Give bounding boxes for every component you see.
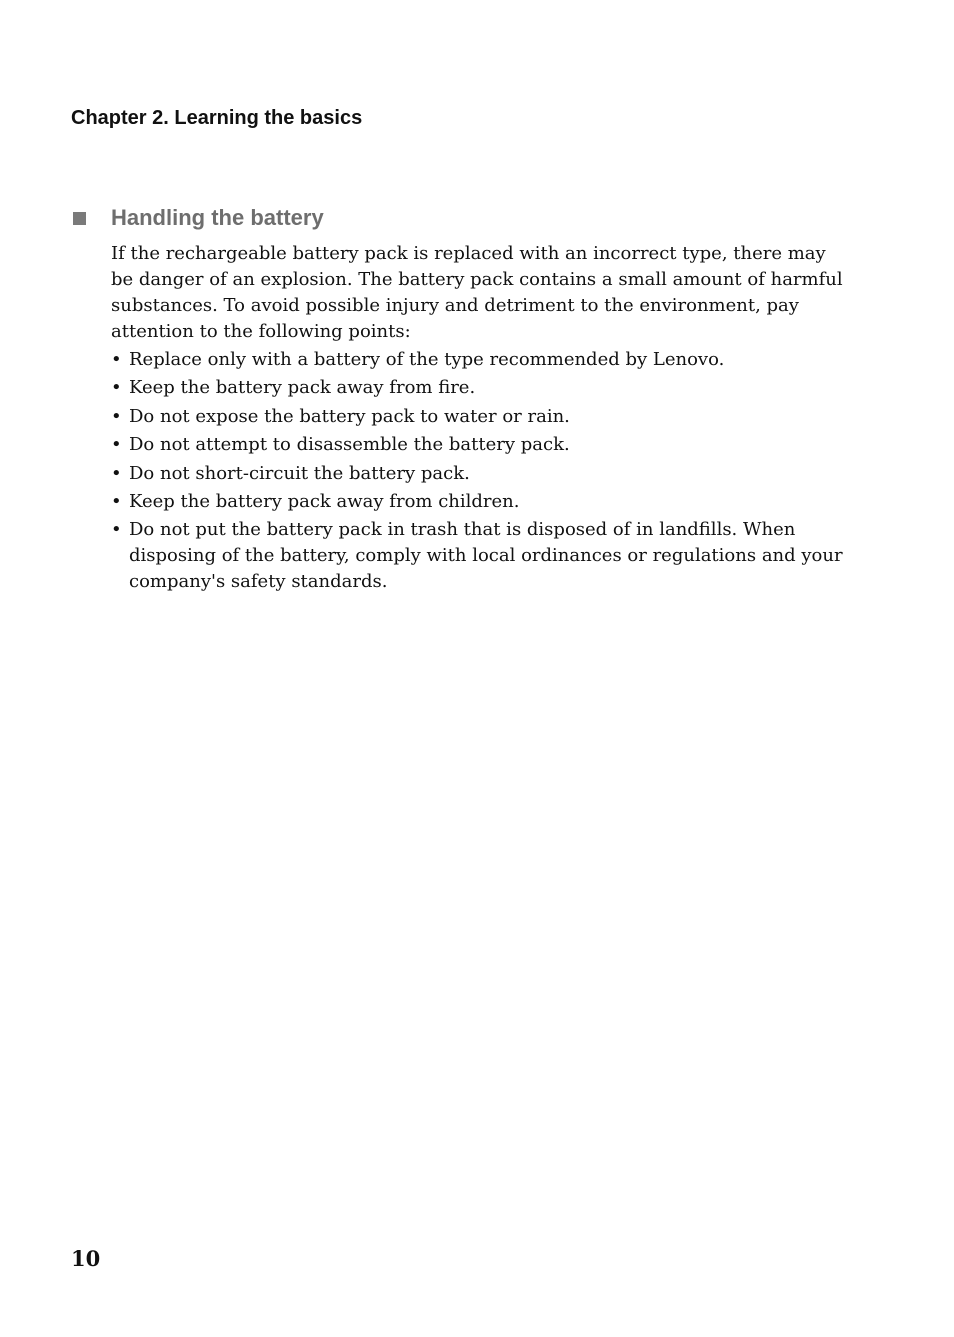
bullet-dot-icon: • bbox=[111, 519, 122, 541]
list-item-text: Keep the battery pack away from children. bbox=[129, 490, 520, 512]
bullet-dot-icon: • bbox=[111, 377, 122, 399]
section-title: Handling the battery bbox=[111, 205, 324, 230]
list-item bbox=[111, 489, 851, 515]
list-item-text: Do not short-circuit the battery pack. bbox=[129, 462, 470, 484]
bullet-dot-icon: • bbox=[111, 434, 122, 456]
precaution-list bbox=[111, 347, 851, 595]
list-item-text: Do not attempt to disassemble the battery pack. bbox=[129, 434, 570, 456]
section-heading bbox=[71, 202, 851, 234]
list-item bbox=[111, 517, 851, 595]
list-item-text: Keep the battery pack away from fire. bbox=[129, 377, 476, 399]
list-item bbox=[111, 404, 851, 430]
list-item-text: Do not put the battery pack in trash that is disposed of in landfills. When disposing of the battery, comply with local ordinances or regulations and your company's safety standards. bbox=[129, 519, 843, 593]
page-number: 10 bbox=[71, 1246, 101, 1271]
list-item-text: Replace only with a battery of the type recommended by Lenovo. bbox=[129, 349, 725, 370]
bullet-dot-icon: • bbox=[111, 349, 122, 370]
square-bullet-icon bbox=[73, 212, 86, 225]
bullet-dot-icon: • bbox=[111, 405, 122, 427]
list-item bbox=[111, 461, 851, 487]
list-item bbox=[111, 347, 851, 373]
battery-section bbox=[71, 202, 851, 598]
bullet-dot-icon: • bbox=[111, 490, 122, 512]
list-item bbox=[111, 375, 851, 401]
bullet-dot-icon: • bbox=[111, 462, 122, 484]
list-item bbox=[111, 432, 851, 458]
list-item-text: Do not expose the battery pack to water or rain. bbox=[129, 405, 570, 427]
chapter-header: Chapter 2. Learning the basics bbox=[71, 107, 363, 129]
intro-paragraph: If the rechargeable battery pack is replaced with an incorrect type, there may be danger of an explosion. The battery pack contains a small amount of harmful substances. To avoid possible injury and detriment to the environment, pay attention to the following points: bbox=[111, 243, 843, 342]
